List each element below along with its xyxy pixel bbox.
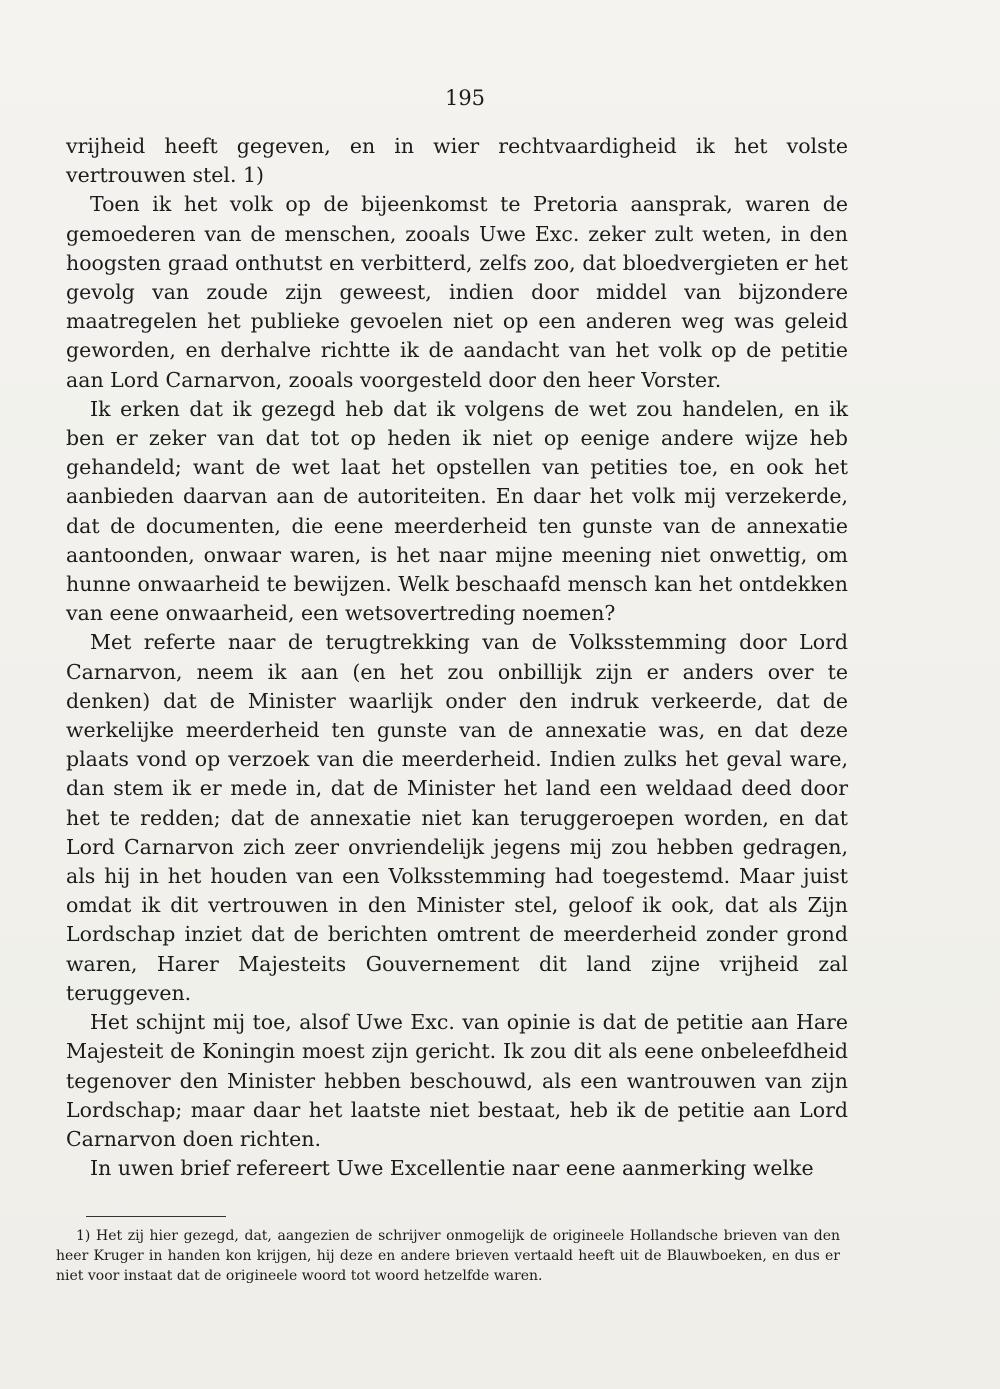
footnote-divider — [86, 1216, 226, 1217]
paragraph-2: Toen ik het volk op de bijeenkomst te Pretoria aansprak, waren de gemoederen van de menschen, zooals Uwe Exc. zeker zult weten, in den hoogsten graad onthutst en verbitterd, zelfs zoo, dat bloedvergieten er het gevolg van zoude zijn geweest, indien door middel van bijzondere maatregelen het publieke gevoelen niet op een anderen weg was geleid geworden, en derhalve richtte ik de aandacht van het volk op de petitie aan Lord Carnarvon, zooals voorgesteld door den heer Vorster. — [66, 192, 848, 392]
paragraph-5: Het schijnt mij toe, alsof Uwe Exc. van opinie is dat de petitie aan Hare Majesteit de Koningin moest zijn gericht. Ik zou dit als eene onbeleefdheid tegenover den Minister hebben beschouwd, als een wantrouwen van zijn Lordschap; maar daar het laatste niet bestaat, heb ik de petitie aan Lord Carnarvon doen richten. — [66, 1010, 848, 1151]
page-number: 195 — [444, 86, 486, 110]
footnote-text: 1) Het zij hier gezegd, dat, aangezien de schrijver onmogelijk de origineele Hollandsche brieven van den heer Kruger in handen kon krijgen, hij deze en andere brieven vertaald heeft uit de Blauwboeken, en dus er niet voor instaat dat de origineele woord tot woord hetzelfde waren. — [56, 1228, 840, 1284]
paragraph-6: In uwen brief refereert Uwe Excellentie naar eene aanmerking welke — [90, 1156, 814, 1181]
body-text — [66, 132, 848, 1183]
paragraph-3: Ik erken dat ik gezegd heb dat ik volgens de wet zou handelen, en ik ben er zeker van dat tot op heden ik niet op eenige andere wijze heb gehandeld; want de wet laat het opstellen van petities toe, en ook het aanbieden daarvan aan de autoriteiten. En daar het volk mij verzekerde, dat de documenten, die eene meerderheid ten gunste van de annexatie aantoonden, onwaar waren, is het naar mijne meening niet onwettig, om hunne onwaarheid te bewijzen. Welk beschaafd mensch kan het ontdekken van eene onwaarheid, een wetsovertreding noemen? — [66, 396, 848, 626]
paragraph-4: Met referte naar de terugtrekking van de Volksstemming door Lord Carnarvon, neem ik aan (en het zou onbillijk zijn er anders over te denken) dat de Minister waarlijk onder den indruk verkeerde, dat de werkelijke meerderheid ten gunste van de annexatie was, en dat deze plaats vond op verzoek van die meerderheid. Indien zulks het geval ware, dan stem ik er mede in, dat de Minister het land een weldaad deed door het te redden; dat de annexatie niet kan teruggeroepen worden, en dat Lord Carnarvon zich zeer onvriendelijk jegens mij zou hebben gedragen, als hij in het houden van een Volksstemming had toegestemd. Maar juist omdat ik dit vertrouwen in den Minister stel, geloof ik ook, dat als Zijn Lordschap inziet dat de berichten omtrent de meerderheid zonder grond waren, Harer Majesteits Gouvernement dit land zijne vrijheid zal teruggeven. — [66, 630, 848, 1005]
footnote — [56, 1226, 840, 1286]
paragraph-1: vrijheid heeft gegeven, en in wier rechtvaardigheid ik het volste vertrouwen stel. 1) — [66, 134, 848, 188]
